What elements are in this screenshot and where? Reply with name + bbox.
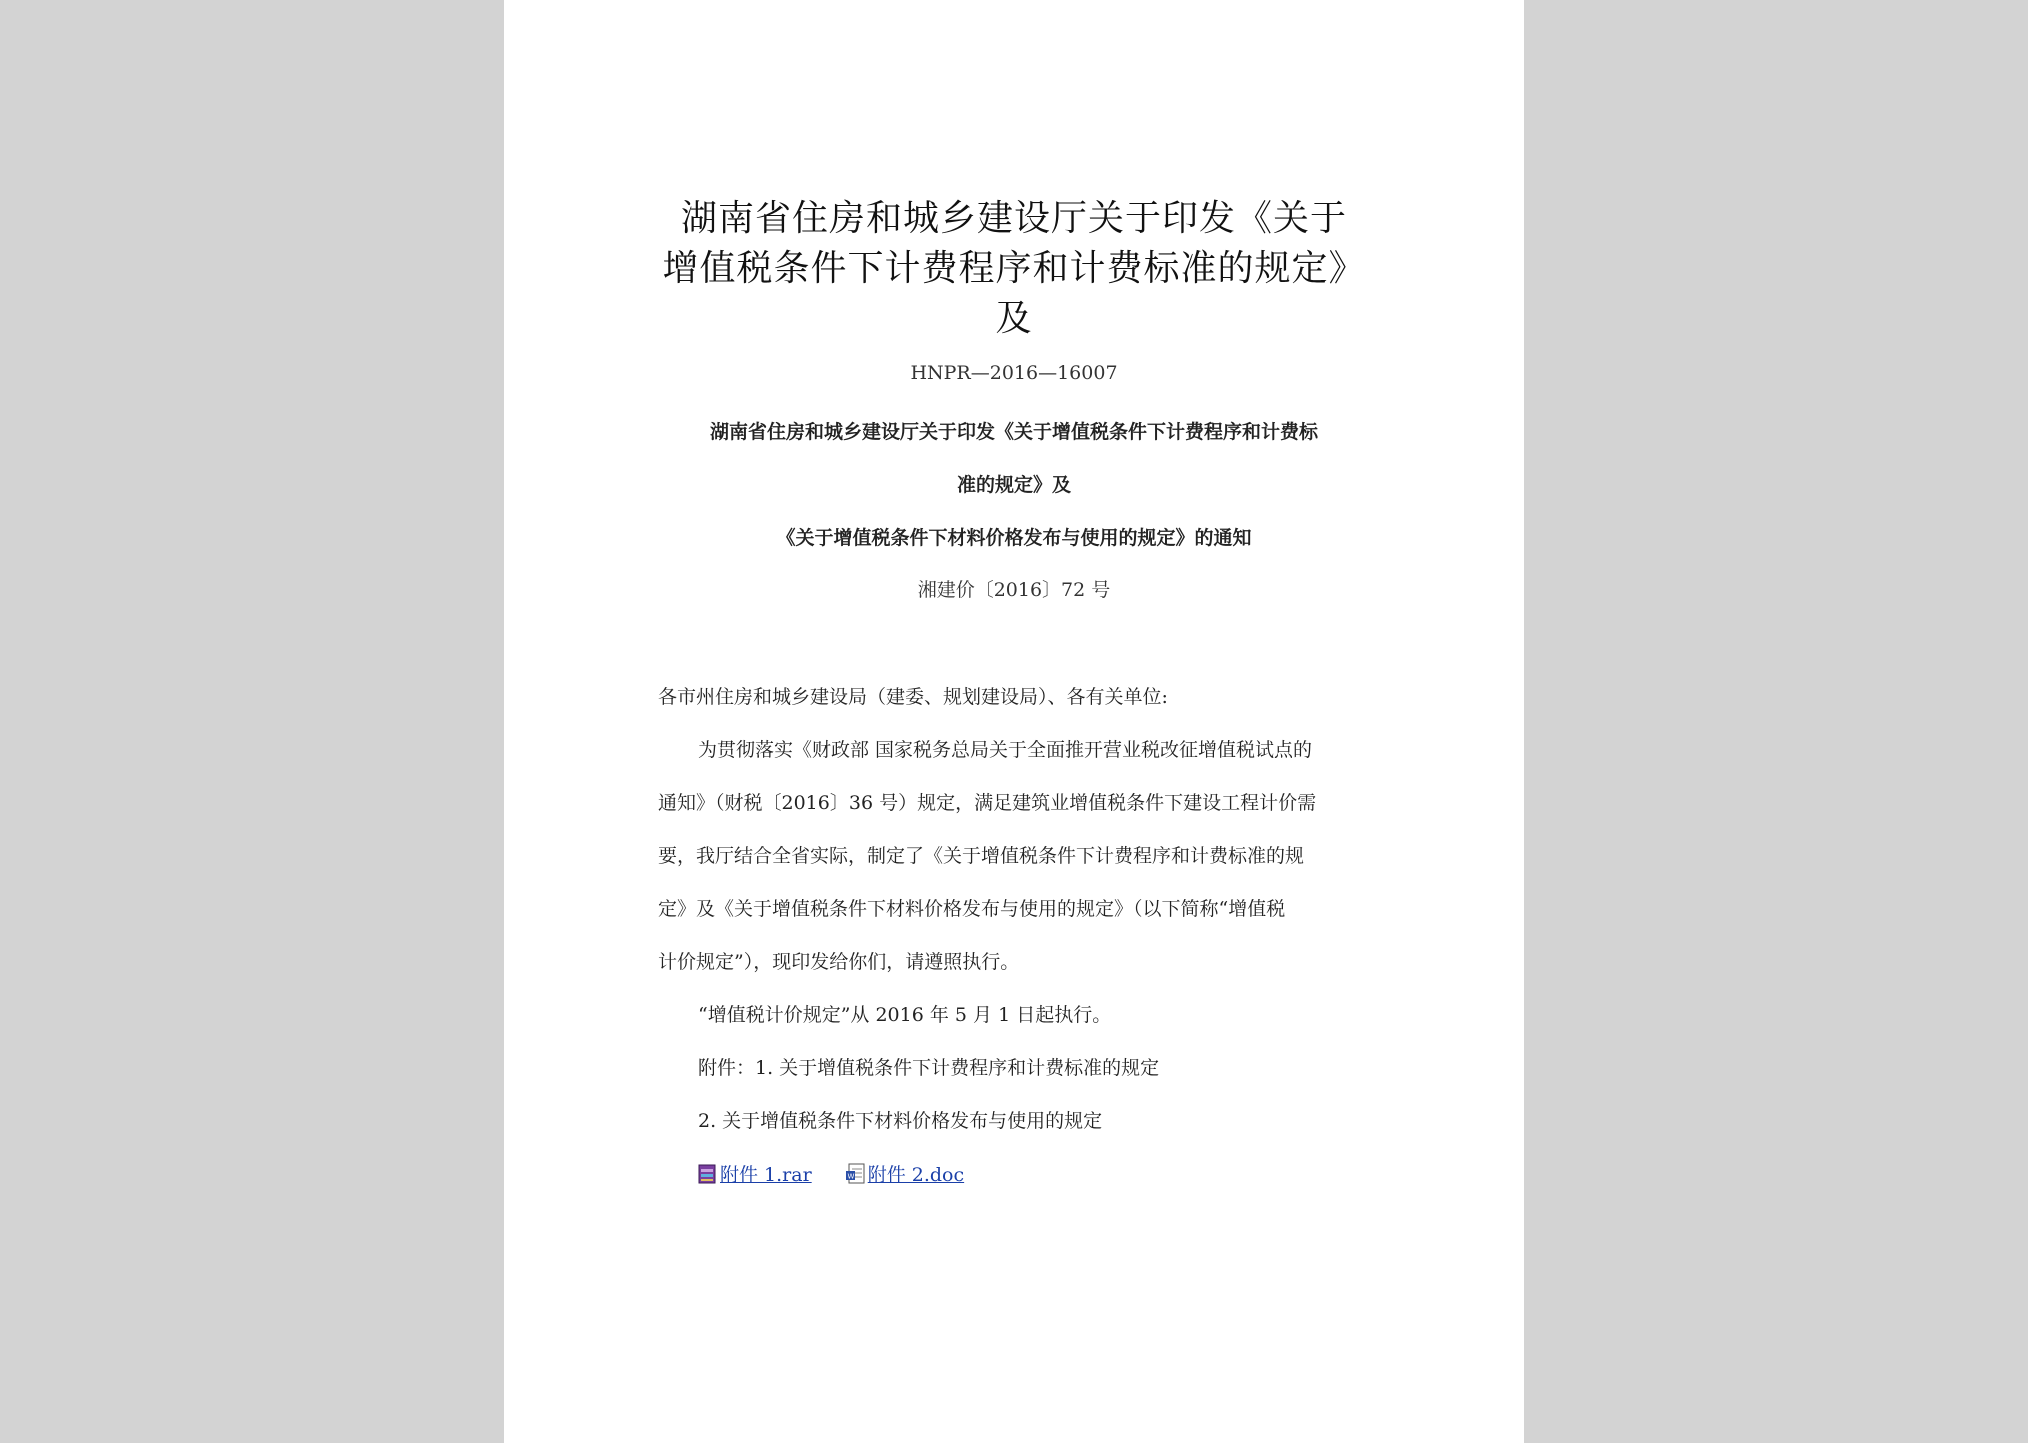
issue-number: 湘建价〔2016〕72 号 xyxy=(917,579,1111,601)
archive-icon xyxy=(698,1163,718,1185)
notice-title-line-3: 《关于增值税条件下材料价格发布与使用的规定》的通知 xyxy=(776,527,1252,549)
attachment-list-item-1: 附件：1. 关于增值税条件下计费程序和计费标准的规定 xyxy=(698,1057,1160,1079)
notice-title-line-1: 湖南省住房和城乡建设厅关于印发《关于增值税条件下计费程序和计费标 xyxy=(709,421,1318,443)
word-doc-icon xyxy=(846,1163,866,1185)
document-title-line-1: 湖南省住房和城乡建设厅关于印发《关于 xyxy=(680,198,1347,239)
document-page xyxy=(504,0,1524,1443)
attachment-link-rar[interactable] xyxy=(698,1160,812,1187)
document-code: HNPR—2016—16007 xyxy=(910,362,1118,384)
attachment-list-item-2: 2. 关于增值税条件下材料价格发布与使用的规定 xyxy=(698,1110,1103,1132)
attachment-link-rar-label: 附件 1.rar xyxy=(720,1164,812,1186)
attachment-links xyxy=(698,1160,992,1190)
addressee-line: 各市州住房和城乡建设局（建委、规划建设局）、各有关单位: xyxy=(658,686,1168,708)
document-title-line-2: 增值税条件下计费程序和计费标准的规定》 xyxy=(662,248,1366,289)
document-title-line-3: 及 xyxy=(995,298,1033,339)
attachment-link-doc[interactable] xyxy=(846,1160,964,1187)
svg-text:W: W xyxy=(847,1172,855,1180)
notice-title-line-2: 准的规定》及 xyxy=(956,474,1071,496)
body-line-2: 通知》（财税〔2016〕36 号）规定，满足建筑业增值税条件下建设工程计价需 xyxy=(658,792,1317,814)
body-line-3: 要，我厅结合全省实际，制定了《关于增值税条件下计费程序和计费标准的规 xyxy=(658,845,1305,867)
body-line-5: 计价规定”），现印发给你们，请遵照执行。 xyxy=(658,951,1020,973)
body-line-4: 定》及《关于增值税条件下材料价格发布与使用的规定》（以下简称“增值税 xyxy=(658,898,1286,920)
effective-date-line: “增值税计价规定”从 2016 年 5 月 1 日起执行。 xyxy=(698,1004,1112,1026)
body-line-1: 为贯彻落实《财政部 国家税务总局关于全面推开营业税改征增值税试点的 xyxy=(698,739,1313,761)
attachment-link-doc-label: 附件 2.doc xyxy=(867,1164,965,1186)
